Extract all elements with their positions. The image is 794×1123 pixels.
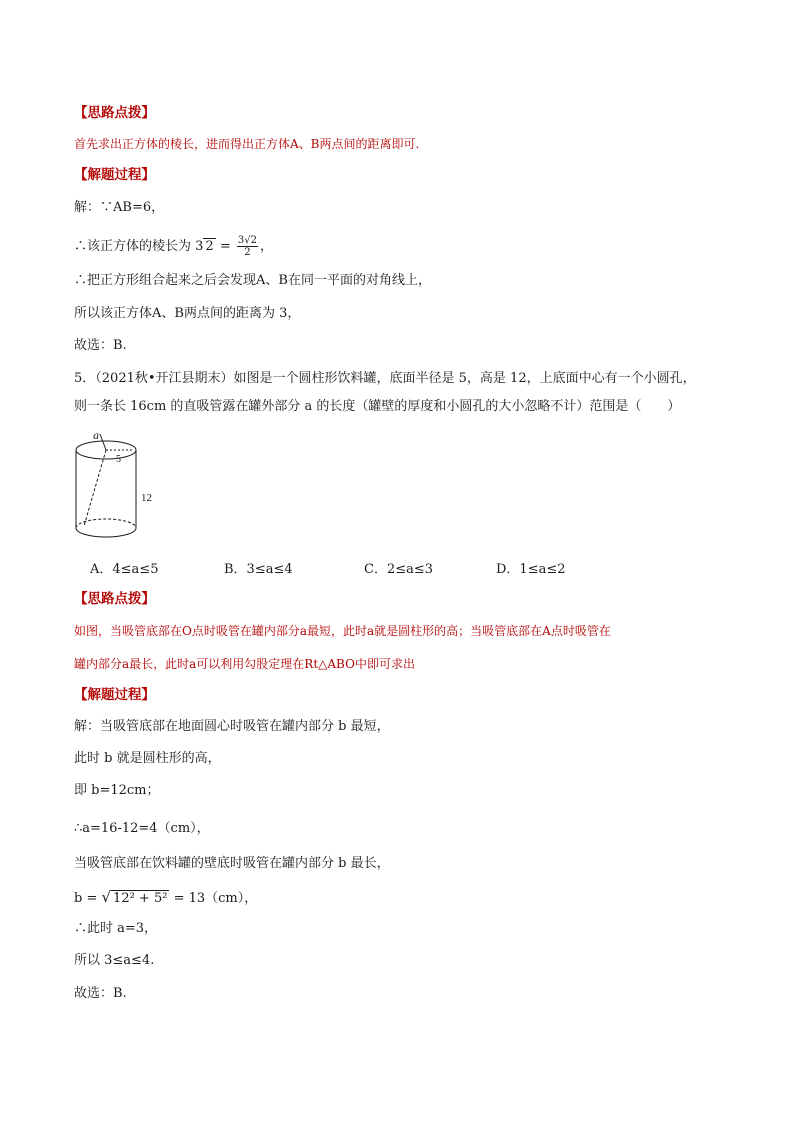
solution2-line-9: 故选：B.: [74, 986, 127, 1001]
solution-line-2: [74, 232, 273, 262]
option-c[interactable]: C．2≤a≤3: [364, 562, 434, 577]
fraction-numerator: 3√2: [237, 235, 257, 246]
solution-header-2: 【解题过程】: [74, 687, 155, 703]
fraction: [237, 235, 258, 258]
solution-line-4: 所以该正方体A、B两点间的距离为 3，: [74, 306, 301, 321]
solution-line-1: 解：∵AB=6，: [74, 200, 165, 215]
solution2-line-2: 此时 b 就是圆柱形的高，: [74, 751, 221, 766]
sqrt-expression: 2: [205, 239, 214, 254]
hint-header-1: 【思路点拨】: [74, 105, 155, 121]
answer-options: [0, 558, 794, 576]
option-a[interactable]: A．4≤a≤5: [90, 562, 159, 577]
hint-header-2: 【思路点拨】: [74, 591, 155, 607]
equals-sign: =: [215, 239, 235, 254]
hint-line-2a: 如图，当吸管底部在O点时吸管在罐内部分a最短，此时a就是圆柱形的高；当吸管底部在A点时吸管在: [74, 624, 611, 638]
label-height: 12: [141, 492, 152, 504]
b-equals: b =: [74, 891, 102, 906]
solution2-line-3: 即 b=12cm；: [74, 783, 160, 798]
solution-line-5: 故选：B.: [74, 338, 127, 353]
pythagoras-sqrt: 12² + 5²: [113, 891, 168, 906]
solution2-line-1: 解：当吸管底部在地面圆心时吸管在罐内部分 b 最短，: [74, 719, 390, 734]
hint-line-2b: 罐内部分a最长，此时a可以利用勾股定理在Rt△ABO中即可求出: [74, 657, 415, 671]
question-5-line-2: 则一条长 16cm 的直吸管露在罐外部分 a 的长度（罐壁的厚度和小圆孔的大小忽略不计）范围是（ ）: [74, 399, 681, 414]
hint-text-1: 首先求出正方体的棱长，进而得出正方体A、B两点间的距离即可.: [74, 137, 420, 151]
solution2-line-7: ∴此时 a=3，: [74, 921, 158, 936]
label-a: a: [93, 430, 99, 442]
pythagoras-result: = 13（cm），: [169, 891, 258, 906]
cylinder-figure: [64, 430, 174, 550]
label-radius: 5: [116, 454, 121, 465]
question-5-line-1: 5．（2021秋•开江县期末）如图是一个圆柱形饮料罐，底面半径是 5，高是 12，上底面中心有一个小圆孔，: [74, 371, 696, 386]
solution2-line-6: b = √ 12² + 5² = 13（cm），: [74, 888, 258, 906]
straw-outside: [100, 434, 106, 450]
line-suffix: ，: [259, 239, 273, 254]
solution-header-1: 【解题过程】: [74, 167, 155, 183]
solution2-line-8: 所以 3≤a≤4.: [74, 953, 155, 968]
solution2-line-4: ∴a=16-12=4（cm），: [74, 821, 210, 836]
solution-line-3: ∴把正方形组合起来之后会发现A、B在同一平面的对角线上，: [74, 273, 431, 288]
option-d[interactable]: D．1≤a≤2: [496, 562, 566, 577]
solution2-line-5: 当吸管底部在饮料罐的壁底时吸管在罐内部分 b 最长，: [74, 856, 390, 871]
option-b[interactable]: B．3≤a≤4: [224, 562, 293, 577]
cylinder-bottom-front: [76, 528, 136, 537]
fraction-denominator: 2: [244, 247, 251, 258]
edge-length-prefix: ∴该正方体的棱长为 3: [74, 239, 204, 254]
straw-inside: [84, 450, 106, 526]
